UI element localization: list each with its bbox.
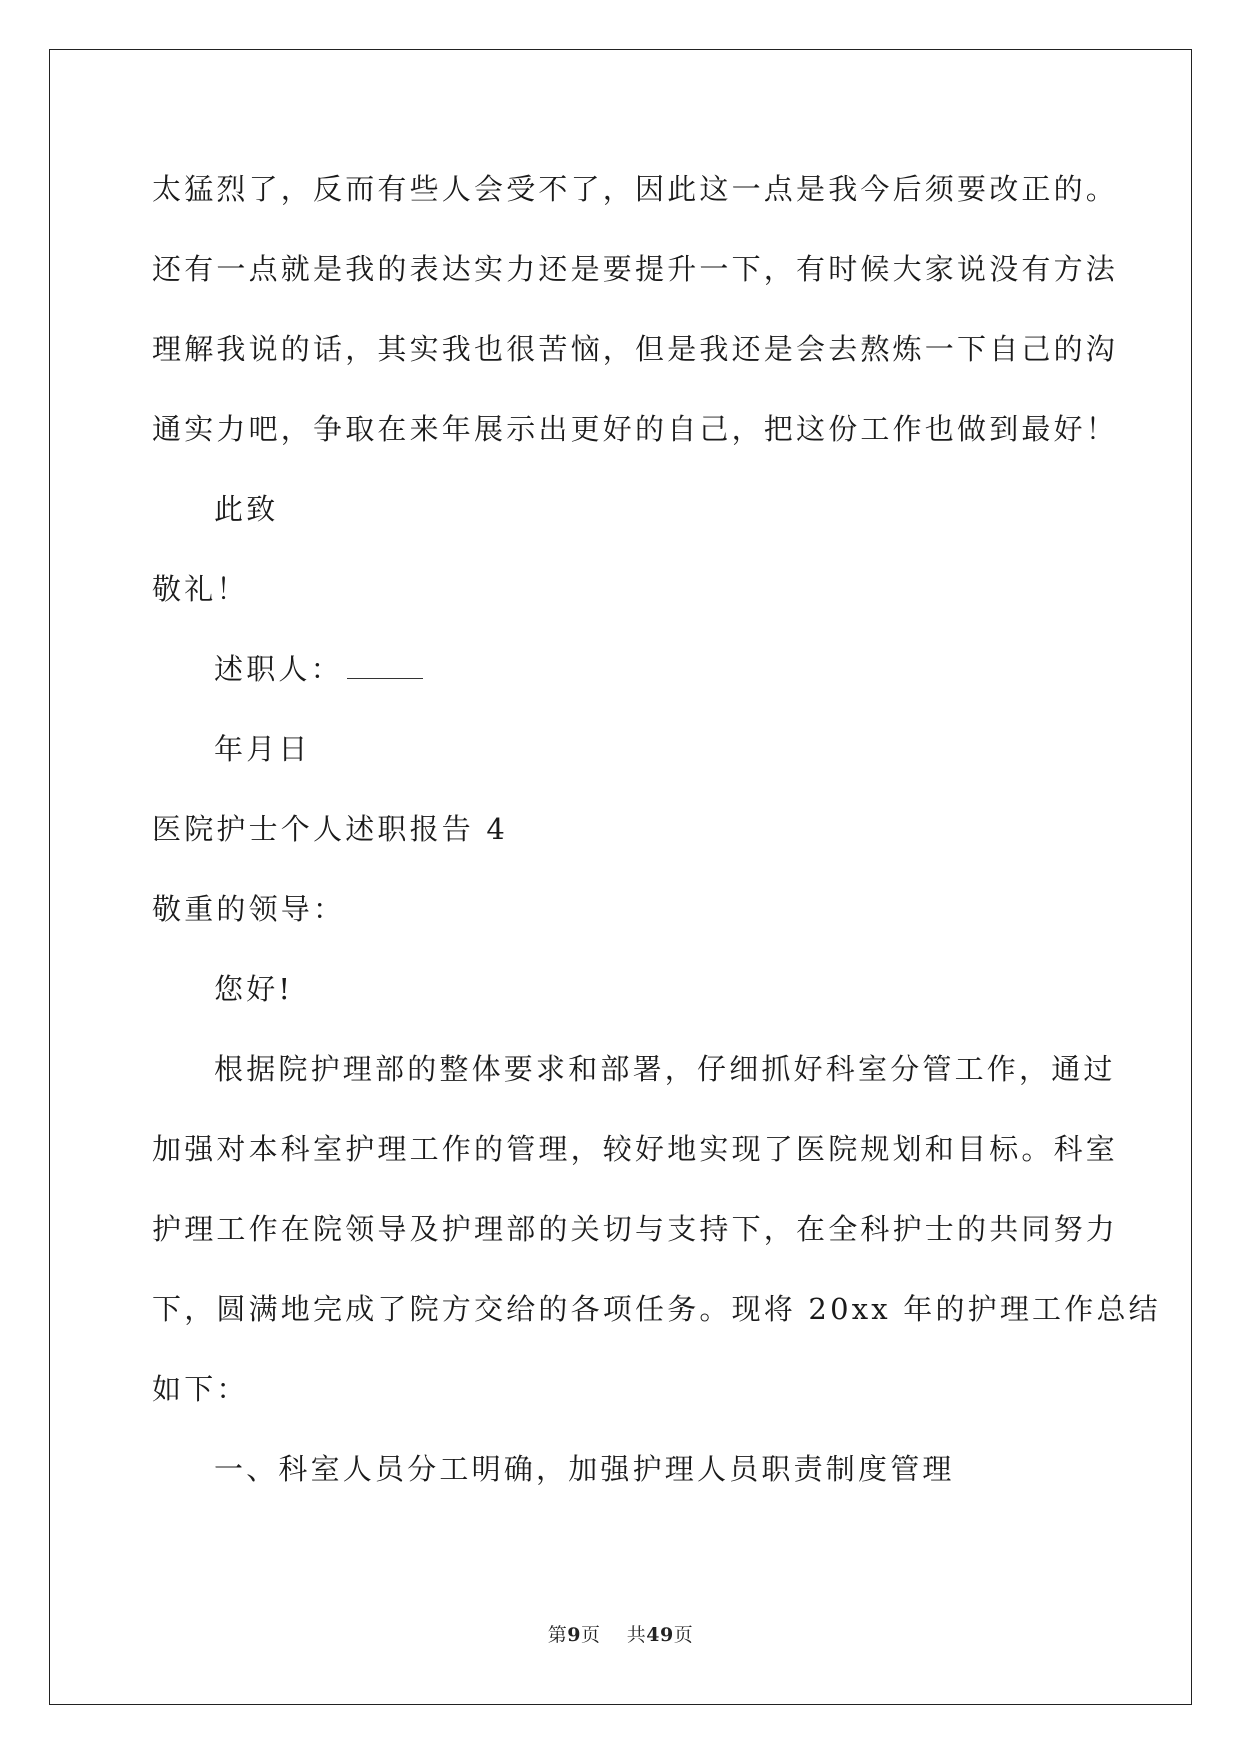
footer-total-prefix: 共 — [626, 1624, 647, 1646]
hello-line: 您好! — [214, 972, 294, 1006]
signature-label: 述职人： — [214, 652, 343, 686]
text-line-16: 如下： — [152, 1372, 249, 1406]
signature-blank — [347, 656, 423, 679]
signature-line — [214, 651, 423, 687]
subsection-heading: 一、科室人员分工明确，加强护理人员职责制度管理 — [214, 1452, 955, 1486]
section-title: 医院护士个人述职报告 4 — [152, 812, 509, 846]
date-line: 年月日 — [214, 732, 311, 766]
closing-salutation: 此致 — [214, 492, 279, 526]
footer-prefix: 第 — [547, 1624, 568, 1646]
text-line-12: 根据院护理部的整体要求和部署，仔细抓好科室分管工作，通过 — [214, 1052, 1116, 1086]
text-line-2: 还有一点就是我的表达实力还是要提升一下，有时候大家说没有方法 — [152, 252, 1119, 286]
text-line-4: 通实力吧，争取在来年展示出更好的自己，把这份工作也做到最好！ — [152, 412, 1119, 446]
text-line-15: 下，圆满地完成了院方交给的各项任务。现将 20xx 年的护理工作总结 — [152, 1292, 1161, 1326]
text-line-14: 护理工作在院领导及护理部的关切与支持下，在全科护士的共同努力 — [152, 1212, 1119, 1246]
closing-regards: 敬礼！ — [152, 572, 249, 606]
footer-total-pages: 49 — [646, 1624, 674, 1646]
greeting-line: 敬重的领导： — [152, 892, 346, 926]
page-footer — [0, 1623, 1241, 1647]
footer-total-unit: 页 — [673, 1624, 694, 1646]
footer-page-unit: 页 — [581, 1624, 601, 1646]
text-line-1: 太猛烈了，反而有些人会受不了，因此这一点是我今后须要改正的。 — [152, 172, 1119, 206]
text-line-13: 加强对本科室护理工作的管理，较好地实现了医院规划和目标。科室 — [152, 1132, 1119, 1166]
text-line-3: 理解我说的话，其实我也很苦恼，但是我还是会去熬炼一下自己的沟 — [152, 332, 1119, 366]
footer-page-number: 9 — [567, 1624, 582, 1646]
